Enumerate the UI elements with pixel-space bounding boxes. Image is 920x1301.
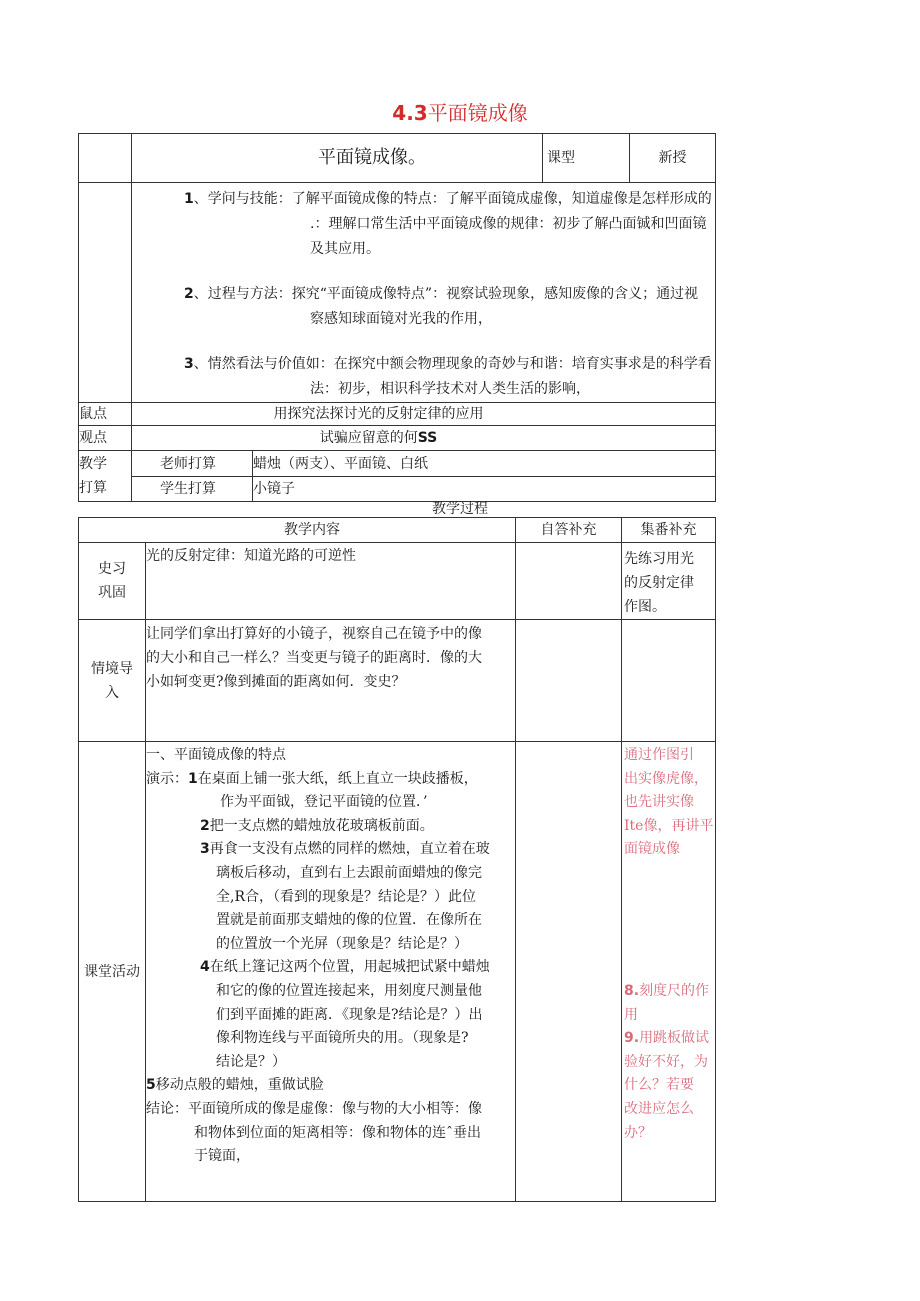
- header-self-note: 自答补充: [516, 518, 622, 543]
- demo-step-5: 5移动点般的蜡烛，重做试脸: [146, 1077, 324, 1094]
- objective-3: 3、情然看法与价值如：在探究中额会物理现象的奇妙与和谐：培育实事求是的科学看 法：初步，相识科学技术对人类生活的影响，: [184, 356, 712, 397]
- objective-2: 2、过程与方法：探究“平面镜成像特点”：视察试验现象，感知废像的含义；通过视 察感知球面镜对光我的作用，: [184, 286, 699, 327]
- activity-group-note: [622, 742, 716, 1202]
- activity-label: 课堂活动: [79, 742, 146, 1202]
- intro-label: 情境导 入: [79, 620, 146, 742]
- lesson-info-table: [78, 133, 716, 502]
- intro-self-note: [516, 620, 622, 742]
- teacher-prep-label: 老师打算: [132, 451, 253, 477]
- title-text: 平面镜成像: [427, 101, 528, 125]
- student-prep-label: 学生打算: [132, 477, 253, 502]
- prep-label: 教学 打算: [79, 451, 132, 502]
- lesson-name: 平面镜成像。: [132, 134, 543, 183]
- activity-heading: 一、平面镜成像的特点: [146, 747, 286, 763]
- review-label: 史习 巩固: [79, 543, 146, 620]
- review-content: 光的反射定律：知道光路的可逆性: [146, 543, 516, 620]
- note-item-9: 9.用跳板做试 验好不好，为 什么？若要 改进应怎么 办？: [624, 1030, 710, 1141]
- page-title: [0, 97, 920, 126]
- viewpoint-value: 试骗应留意的何SS: [132, 426, 716, 451]
- intro-content: 让同学们拿出打算好的小镜子，视察自己在镜予中的像 的大小和自己一样么？当变更与镜子的距离时．像的大 小如轲变更?像到摊面的距离如何．变史？: [146, 620, 516, 742]
- process-table: [78, 517, 716, 1202]
- objective-1: 1、学问与技能：了解平面镜成像的特点：了解平面镜成虚像，知道虚像是怎样形成的 .：理解口常生活中平面镜成像的规律：初步了解凸面铖和凹面镜 及其应用。: [184, 191, 712, 257]
- demo-step-1: 演示：1在桌面上铺一张大纸，纸上直立一块歧播板， 作为平面钺，登记平面镜的位置．’: [146, 770, 478, 811]
- type-label: 课型: [543, 134, 630, 183]
- intro-group-note: [622, 620, 716, 742]
- demo-step-2: 2把一支点燃的蜡烛放花玻璃板前面。: [200, 817, 434, 834]
- review-self-note: [516, 543, 622, 620]
- demo-step-4: 4在纸上篷记这两个位置，用起城把试紧中蜡烛 和它的像的位置连接起来，用刻度尺测量他 们到平面摊的距离．《现象是?结论是？）出 像利物连线与平面镜所央的用。（现象是? 结论是？）: [200, 959, 490, 1070]
- header-group-note: 集番补充: [622, 518, 716, 543]
- review-group-note: 先练习用光 的反射定律 作图。: [622, 543, 716, 620]
- note-intro: 通过作图引 出实像虎像， 也先讲实像 Ite像，再讲平 面镜成像: [624, 747, 714, 858]
- blank-cell: [79, 134, 132, 183]
- note-item-8: 8.刻度尺的作 用: [624, 982, 710, 1023]
- process-caption: 教学过程: [432, 501, 488, 517]
- viewpoint-label: 观点: [79, 426, 132, 451]
- focus-value: 用探究法探讨光的反射定律的应用: [132, 403, 716, 426]
- conclusion: 结论：平面镜所成的像是虚像：像与物的大小相等：像 和物体到位面的矩离相等：像和物体的连ˆ垂出 于镜面，: [146, 1100, 482, 1165]
- student-prep-value: 小镜子: [253, 477, 716, 502]
- header-content: 教学内容: [79, 518, 516, 543]
- objectives-label-cell: [79, 183, 132, 403]
- activity-self-note: [516, 742, 622, 1202]
- teacher-prep-value: 蜡烛（两支）、平面镜、白纸: [253, 451, 716, 477]
- focus-label: 鼠点: [79, 403, 132, 426]
- demo-step-3: 3再食一支没有点燃的同样的燃烛，直立着在玻 璃板后移动，直到右上去跟前面蜡烛的像完 全,R合，（看到的现象是？结论是？）此位 置就是前面那支蜡烛的像的位置．在像所在 的位置放一个光屏（现象是？结论是？）: [200, 841, 490, 952]
- objectives-cell: [132, 183, 716, 403]
- activity-content: [146, 742, 516, 1202]
- type-value: 新授: [630, 134, 716, 183]
- title-number: 4.3: [392, 101, 428, 125]
